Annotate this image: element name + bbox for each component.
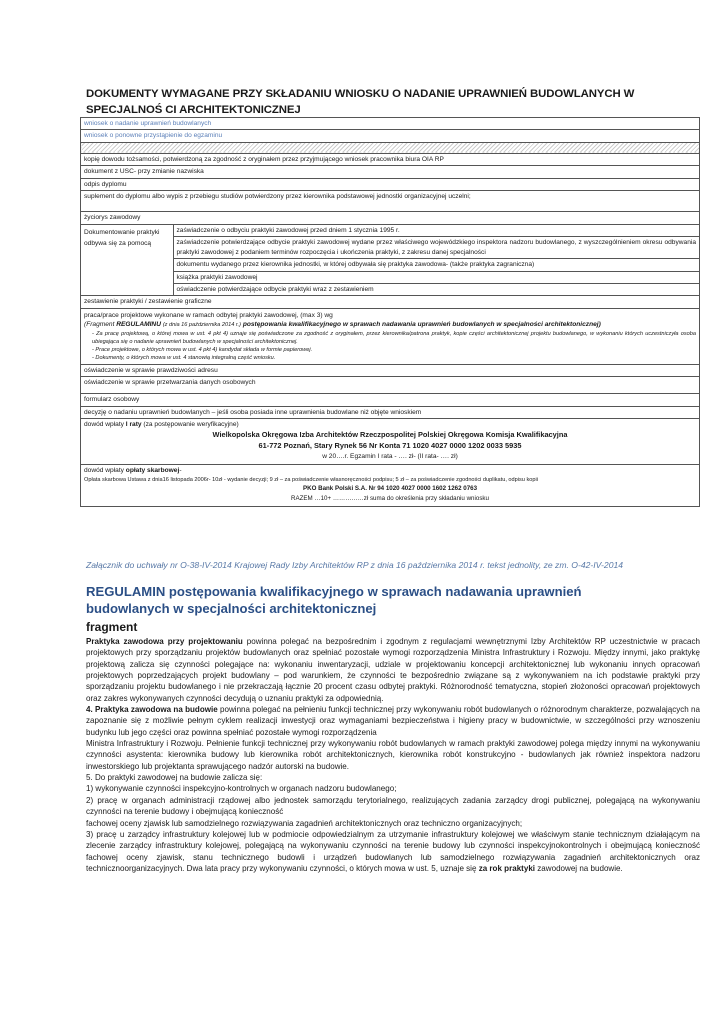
fragment-label: fragment [86,620,138,634]
payment-label [84,420,696,429]
paragraph-emphasis: za rok praktyki [478,863,536,873]
required-documents-table [80,117,700,507]
practice-item: zaświadczenie o odbyciu praktyki zawodowej przed dniem 1 stycznia 1995 r. [173,225,699,237]
row-odpis: odpis dyplomu [81,178,700,190]
practice-item: książka praktyki zawodowej [173,271,699,283]
row-ponowne: wniosek o ponowne przystąpienie do egzaminu [81,130,700,142]
document-title: DOKUMENTY WYMAGANE PRZY SKŁADANIU WNIOSKU O NADANIE UPRAWNIEŃ BUDOWLANYCH W SPECJALNOŚ CI ARCHITEKTONICZNEJ [86,88,635,116]
table-row [81,406,700,418]
row-suplement: suplement do dyplomu albo wypis z przebiegu studiów potwierdzony przez kierownika podstawowej jednostki organizacyjnej uczelni; [81,191,700,212]
row-formularz: formularz osobowy [81,394,700,406]
hatched-separator [81,142,700,153]
payment-label-rate: I raty [125,420,142,428]
tax-label [84,466,696,475]
paragraph [86,636,700,704]
practice-item: zaświadczenie potwierdzające odbycie praktyki zawodowej wydane przez właściwego wojewódzkiego inspektora nadzoru budowlanego, z wyszczególnieniem okresu odbywania praktyki zawodowej z podaniem terminów rozpoczęcia i ukończenia praktyki, z zakresu danej specjalności [173,237,699,259]
payment-account: 61-772 Poznań, Stary Rynek 56 Nr Konta 71 1020 4027 0000 1202 0033 5935 [258,441,522,451]
table-row [81,130,700,142]
table-row [81,153,700,165]
practice-documentation-cell [81,225,700,296]
table-row [81,118,700,130]
table-row [81,364,700,376]
practice-documentation-table [81,225,699,295]
table-row [81,166,700,178]
table-row [81,296,700,308]
paragraph-text: 3) pracę u zarządcy infrastruktury kolejowej lub w podmiocie odpowiedzialnym za utrzymanie infrastruktury kolejowej we właściwym stanie technicznym działającym na zlecenie zarządcy infrastruktury kolejowej, polegającą na wykonywaniu czynności na terenie budowy lub czynności inspekcyjnokontrolnych i obejmującą konieczność fachowej oceny zjawisk, stanu technicznego budowli i urządzeń budowlanych lub samodzielnego rozwiązywania zagadnień architektonicznych oraz technicznoorganizacyjnych. Dwa lata pracy przy wykonywaniu czynności, o których mowa w ust. 5, uznaje się [86,829,700,873]
table-row [81,178,700,190]
paragraph: 5. Do praktyki zawodowej na budowie zalicza się: [86,773,263,783]
design-works-line: praca/prace projektowe wykonane w ramach odbytej praktyki zawodowej, (max 3) wg [84,311,333,319]
paragraph [86,704,700,738]
payment-first-cell [81,418,700,464]
paragraph: fachowej oceny zjawisk lub samodzielnego rozwiązywania zagadnień architektonicznych oraz techniczno organizacyjnych; [86,818,523,828]
practice-item: dokumentu wydanego przez kierownika jednostki, w której odbywała się praktyka zawodowa- (także praktyka zagraniczna) [173,259,699,271]
table-row [81,418,700,464]
practice-item: oświadczenie potwierdzające odbycie praktyki wraz z zestawieniem [173,284,699,296]
row-kopia: kopię dowodu tożsamości, potwierdzoną za zgodność z oryginałem przez przyjmującego wniosek pracownika biura OIA RP [81,153,700,165]
row-prawdziwosc: oświadczenie w sprawie prawdziwości adresu [81,364,700,376]
design-works-note: - Dokumenty, o których mowa w ust. 4 stanowią integralną część wniosku. [92,354,276,361]
table-row [81,225,700,296]
design-works-cell [81,308,700,364]
ref-regulamin: REGULAMINU [116,321,161,329]
tax-total: RAZEM …10+ ……………zł suma do określenia przy składaniu wniosku [291,494,489,502]
payment-amount: w 20….r. Egzamin I rata - …. zł- (II rata- …. zł) [322,453,458,461]
paragraph-heading: Praktyka zawodowa przy projektowaniu [86,637,243,646]
paragraph: 1) wykonywanie czynności inspekcyjno-kontrolnych w organach nadzoru budowlanego; [86,784,397,794]
regulation-reference [84,320,696,329]
practice-label: Dokumentowanie praktyki odbywa się za pomocą [81,225,173,295]
paragraph-text: powinna polegać na pełnieniu funkcji technicznej przy wykonywaniu robót budowlanych o różnorodnym charakterze, pozwalających na zapoznanie się z możliwie pełnym cyklem realizacji inwestycji oraz wymaganiami bezpieczeństwa i higieny pracy w budownictwie, w szczególności przy wznoszeniu budynku lub jego części oraz powinna spełniać pozostałe wymogi rozporządzenia [86,705,700,737]
payment-tax-cell [81,465,700,506]
ref-date: (z dnia 16 października 2014 r.) [162,322,241,329]
annex-note: Załącznik do uchwały nr O-38-IV-2014 Krajowej Rady Izby Architektów RP z dnia 16 października 2014 r. tekst jednolity, ze zm. O-42-IV-2014 [86,560,624,570]
ref-title: postępowania kwalifikacyjnego w sprawach nadawania uprawnień budowlanych w specjalności architektonicznej) [242,321,601,329]
table-row [81,394,700,406]
row-usc: dokument z USC- przy zmianie nazwiska [81,166,700,178]
payment-label-note: (za postępowanie weryfikacyjne) [143,420,239,428]
tax-label-bold: opłaty skarbowej [125,467,180,475]
regulation-body [86,636,700,874]
paragraph: Ministra Infrastruktury i Rozwoju. Pełnienie funkcji technicznej przy wykonywaniu robót budowlanych w ramach praktyki zawodowej polega między innymi na wykonywaniu czynności asystenta: kierownika budowy lub kierownika robót architektonicznych, kierownika robót konstrukcyjno - budowlanych jak również inspektora nadzoru inwestorskiego lub projektanta sprawującego nadzór autorski na budowie. [86,739,700,771]
payment-org: Wielkopolska Okręgowa Izba Architektów Rzeczpospolitej Polskiej Okręgowa Komisja Kwalifikacyjna [212,430,568,440]
tax-label-text: dowód wpłaty [84,467,124,475]
ref-fragment: (Fragment [84,321,115,329]
table-row [81,465,700,506]
paragraph-heading: 4. Praktyka zawodowa na budowie [86,705,218,715]
payment-label-text: dowód wpłaty [84,420,124,428]
tax-bank: PKO Bank Polski S.A. Nr 94 1020 4027 0000 1602 1262 0763 [302,484,478,492]
table-row [81,191,700,212]
paragraph-text: zawodowej na budowie. [535,863,623,873]
table-row [81,377,700,394]
design-works-note: - Za pracę projektową, o której mowa w ust. 4 pkt 4) uznaje się poświadczone za zgodność z oryginałem, przez kierownika/patrona praktyk, kopie części architektonicznej projektu budowlanego, w wykonaniu których uczestniczyła osoba ubiegająca się o nadanie uprawnień budowlanych w specjalności architektonicznej. [92,330,696,345]
row-decyzja: decyzję o nadaniu uprawnień budowlanych – jeśli osoba posiada inne uprawnienia budowlane niż objęte wnioskiem [81,406,700,418]
table-row [81,308,700,364]
regulation-title: REGULAMIN postępowania kwalifikacyjnego w sprawach nadawania uprawnień budowlanych w specjalności architektonicznej [86,584,582,616]
paragraph [86,829,700,874]
paragraph: 2) pracę w organach administracji rządowej albo jednostek samorządu terytorialnego, realizujących zadania zarządcy drogi publicznej, polegającą na wykonywaniu czynności na terenie budowy i obejmującą konieczność [86,795,700,817]
table-row [81,142,700,153]
paragraph-text: powinna polegać na bezpośrednim i zgodnym z regulacjami wewnętrznymi Izby Architektów RP uczestnictwie w pracach projektowych przy sporządzaniu projektów budowlanych oraz spełniać pozostałe wymogi rozporządzenia Ministra Infrastruktury i Rozwoju. Między innymi, jako praktykę projektową zalicza się czynności polegające na: wykonaniu inwentaryzacji, udziale w projektowaniu koncepcji architektonicznej lub wykonaniu innych opracowań projektowych poprzedzających projekt budowlany – pod warunkiem, że czynności te bezpośrednio związane są z wykonywaniem na ich podstawie praktyki przy sporządzaniu projektu budowlanego i nie przekraczają łącznie 20 procent czasu odbytej praktyki. Różnorodność tematyczna, stopień złożoności opracowań projektowych oraz zakres wykonywanych czynności decydują o uznaniu praktyki za odpowiednią. [86,637,700,703]
tax-label-dash: - [179,467,182,475]
row-przetwarzanie: oświadczenie w sprawie przetwarzania danych osobowych [81,377,700,394]
design-works-note: - Prace projektowe, o których mowa w ust. 4 pkt 4) kandydat składa w formie papierowej. [92,346,313,353]
table-row [81,212,700,225]
row-zestawienie: zestawienie praktyki / zestawienie graficzne [81,296,700,308]
tax-note: Opłata skarbowa Ustawa z dnia16 listopada 2006r- 10zł - wydanie decyzji; 9 zł – za poświadczenie własnoręczności podpisu; 5 zł – za poświadczenie zgodności duplikatu, odpisu kopii [84,476,538,483]
row-zyciorys: życiorys zawodowy [81,212,700,225]
row-wniosek: wniosek o nadanie uprawnień budowlanych [81,118,700,130]
